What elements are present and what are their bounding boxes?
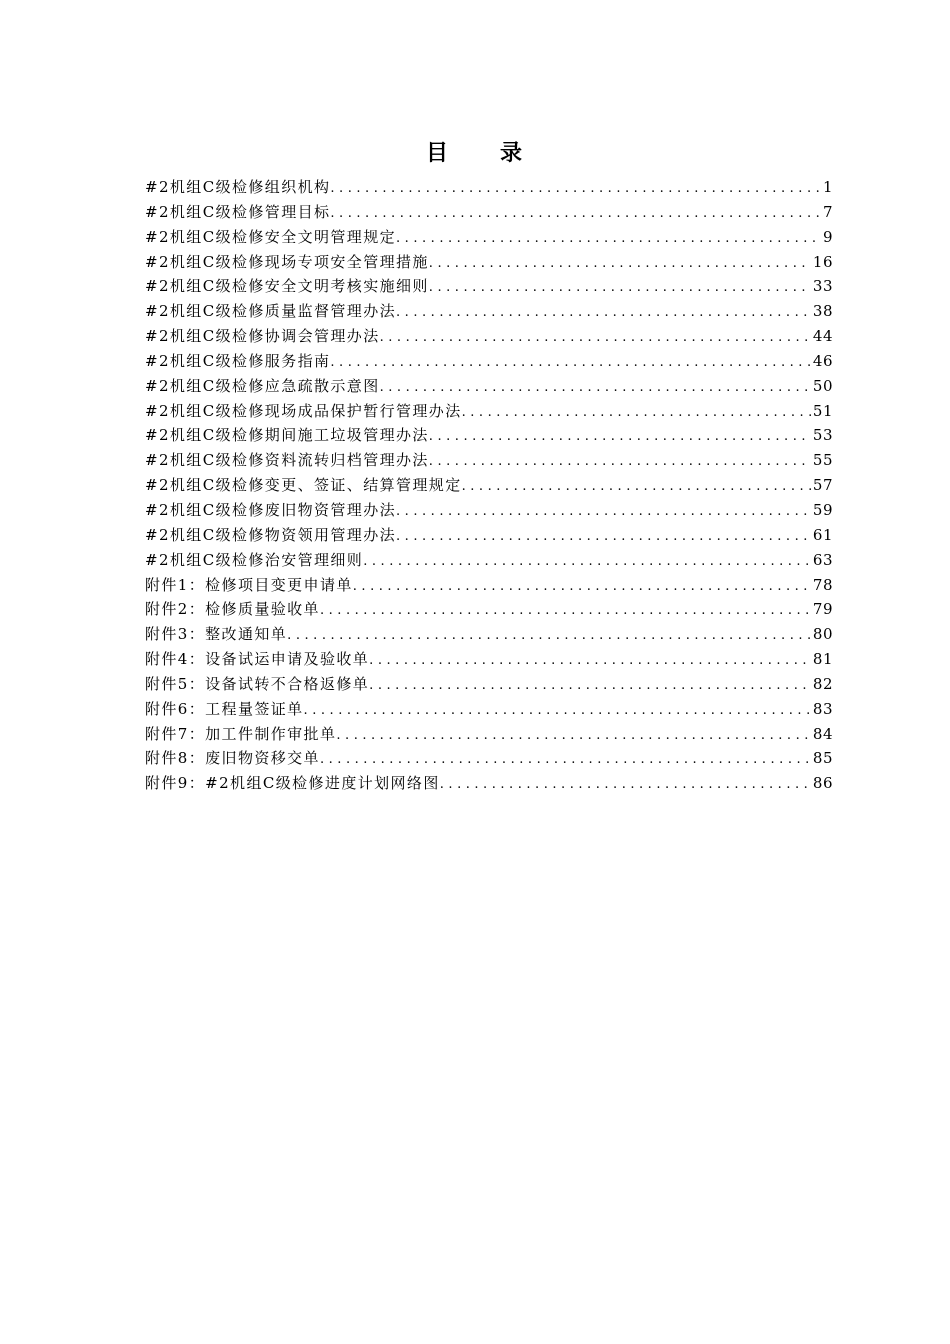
toc-entry-label: #2机组C级检修物资领用管理办法 bbox=[145, 525, 396, 544]
toc-entry-label: #2机组C级检修管理目标 bbox=[145, 202, 331, 221]
toc-entry-page-number: 84 bbox=[812, 724, 833, 743]
toc-entry-label: #2机组C级检修废旧物资管理办法 bbox=[145, 500, 396, 519]
toc-entry-label: #2机组C级检修协调会管理办法 bbox=[145, 327, 380, 346]
toc-entry[interactable] bbox=[145, 275, 833, 300]
toc-entry-label: 附件6：工程量签证单 bbox=[145, 699, 304, 718]
toc-leader-dots bbox=[320, 749, 811, 767]
toc-entry[interactable] bbox=[145, 400, 833, 425]
toc-entry[interactable] bbox=[145, 772, 833, 797]
toc-leader-dots bbox=[363, 551, 811, 569]
toc-entry-label: #2机组C级检修现场专项安全管理措施 bbox=[145, 252, 429, 271]
toc-entry-page-number: 86 bbox=[812, 774, 833, 793]
toc-entry-page-number: 51 bbox=[812, 401, 833, 420]
toc-entry-label: 附件8：废旧物资移交单 bbox=[145, 749, 320, 768]
toc-entry-label: #2机组C级检修服务指南 bbox=[145, 351, 331, 370]
toc-leader-dots bbox=[336, 725, 811, 743]
toc-entry-label: 附件3：整改通知单 bbox=[145, 625, 288, 644]
toc-leader-dots bbox=[396, 501, 811, 519]
toc-entry-label: #2机组C级检修质量监督管理办法 bbox=[145, 302, 396, 321]
toc-entry[interactable] bbox=[145, 201, 833, 226]
toc-leader-dots bbox=[396, 302, 811, 320]
toc-entry-page-number: 78 bbox=[812, 575, 833, 594]
toc-entry-page-number: 1 bbox=[822, 178, 833, 196]
toc-title bbox=[0, 136, 950, 167]
toc-entry[interactable] bbox=[145, 499, 833, 524]
toc-entry-page-number: 79 bbox=[812, 600, 833, 619]
toc-title-char-1: 目 bbox=[425, 140, 450, 166]
toc-entry-page-number: 38 bbox=[812, 302, 833, 321]
toc-entry-label: 附件9：#2机组C级检修进度计划网络图 bbox=[145, 774, 440, 793]
toc-entry[interactable] bbox=[145, 723, 833, 748]
toc-entry-page-number: 46 bbox=[812, 351, 833, 370]
toc-entry[interactable] bbox=[145, 176, 833, 201]
toc-entry-page-number: 16 bbox=[812, 252, 833, 271]
toc-entry-page-number: 57 bbox=[812, 476, 833, 495]
toc-entry[interactable] bbox=[145, 325, 833, 350]
toc-leader-dots bbox=[429, 277, 811, 295]
toc-entry[interactable] bbox=[145, 474, 833, 499]
toc-entry-page-number: 82 bbox=[812, 674, 833, 693]
toc-entry-label: 附件2：检修质量验收单 bbox=[145, 600, 320, 619]
toc-entry-page-number: 63 bbox=[812, 550, 833, 569]
toc-leader-dots bbox=[396, 526, 811, 544]
toc-leader-dots bbox=[380, 377, 811, 395]
toc-entry-label: 附件7：加工件制作审批单 bbox=[145, 724, 337, 743]
toc-entry-page-number: 85 bbox=[812, 749, 833, 768]
toc-leader-dots bbox=[330, 352, 811, 370]
toc-entry-page-number: 61 bbox=[812, 525, 833, 544]
toc-entry[interactable] bbox=[145, 574, 833, 599]
toc-entry[interactable] bbox=[145, 747, 833, 772]
toc-entry[interactable] bbox=[145, 424, 833, 449]
toc-entry[interactable] bbox=[145, 549, 833, 574]
toc-entry-label: 附件4：设备试运申请及验收单 bbox=[145, 650, 370, 669]
toc-leader-dots bbox=[320, 600, 811, 618]
toc-entry-page-number: 83 bbox=[812, 699, 833, 718]
toc-entry-page-number: 7 bbox=[822, 202, 833, 221]
toc-entry[interactable] bbox=[145, 449, 833, 474]
toc-entry-page-number: 44 bbox=[812, 327, 833, 346]
toc-entry[interactable] bbox=[145, 698, 833, 723]
toc-leader-dots bbox=[304, 700, 811, 718]
toc-entry[interactable] bbox=[145, 375, 833, 400]
table-of-contents bbox=[145, 176, 833, 797]
toc-entry-page-number: 81 bbox=[812, 650, 833, 669]
toc-entry-label: #2机组C级检修安全文明考核实施细则 bbox=[145, 277, 429, 296]
toc-entry[interactable] bbox=[145, 251, 833, 276]
toc-entry-label: #2机组C级检修资料流转归档管理办法 bbox=[145, 451, 429, 470]
toc-leader-dots bbox=[396, 228, 821, 246]
toc-leader-dots bbox=[440, 774, 811, 792]
toc-leader-dots bbox=[353, 576, 811, 594]
toc-entry-page-number: 33 bbox=[812, 277, 833, 296]
toc-leader-dots bbox=[369, 675, 811, 693]
toc-entry-label: #2机组C级检修现场成品保护暂行管理办法 bbox=[145, 401, 462, 420]
toc-entry[interactable] bbox=[145, 648, 833, 673]
toc-leader-dots bbox=[462, 476, 811, 494]
toc-entry-label: #2机组C级检修治安管理细则 bbox=[145, 550, 364, 569]
toc-leader-dots bbox=[429, 426, 811, 444]
toc-entry-page-number: 59 bbox=[812, 500, 833, 519]
toc-entry[interactable] bbox=[145, 226, 833, 251]
toc-entry-label: #2机组C级检修期间施工垃圾管理办法 bbox=[145, 426, 429, 445]
toc-entry[interactable] bbox=[145, 300, 833, 325]
toc-leader-dots bbox=[369, 650, 811, 668]
toc-entry-label: #2机组C级检修组织机构 bbox=[145, 178, 331, 196]
toc-entry-page-number: 9 bbox=[822, 227, 833, 246]
toc-entry-label: #2机组C级检修安全文明管理规定 bbox=[145, 227, 396, 246]
toc-leader-dots bbox=[330, 203, 821, 221]
toc-entry-label: #2机组C级检修变更、签证、结算管理规定 bbox=[145, 476, 462, 495]
toc-leader-dots bbox=[462, 402, 811, 420]
toc-entry-page-number: 53 bbox=[812, 426, 833, 445]
toc-leader-dots bbox=[330, 178, 821, 196]
toc-leader-dots bbox=[380, 327, 811, 345]
toc-entry[interactable] bbox=[145, 623, 833, 648]
toc-entry-page-number: 50 bbox=[812, 376, 833, 395]
toc-entry[interactable] bbox=[145, 673, 833, 698]
toc-title-char-2: 录 bbox=[500, 140, 525, 166]
toc-entry[interactable] bbox=[145, 524, 833, 549]
toc-entry-page-number: 80 bbox=[812, 625, 833, 644]
toc-leader-dots bbox=[429, 451, 811, 469]
toc-entry-label: 附件1：检修项目变更申请单 bbox=[145, 575, 353, 594]
toc-leader-dots bbox=[429, 253, 811, 271]
toc-entry-page-number: 55 bbox=[812, 451, 833, 470]
toc-leader-dots bbox=[287, 625, 811, 643]
toc-entry-label: #2机组C级检修应急疏散示意图 bbox=[145, 376, 380, 395]
toc-entry[interactable] bbox=[145, 350, 833, 375]
toc-entry[interactable] bbox=[145, 598, 833, 623]
toc-entry-label: 附件5：设备试转不合格返修单 bbox=[145, 674, 370, 693]
